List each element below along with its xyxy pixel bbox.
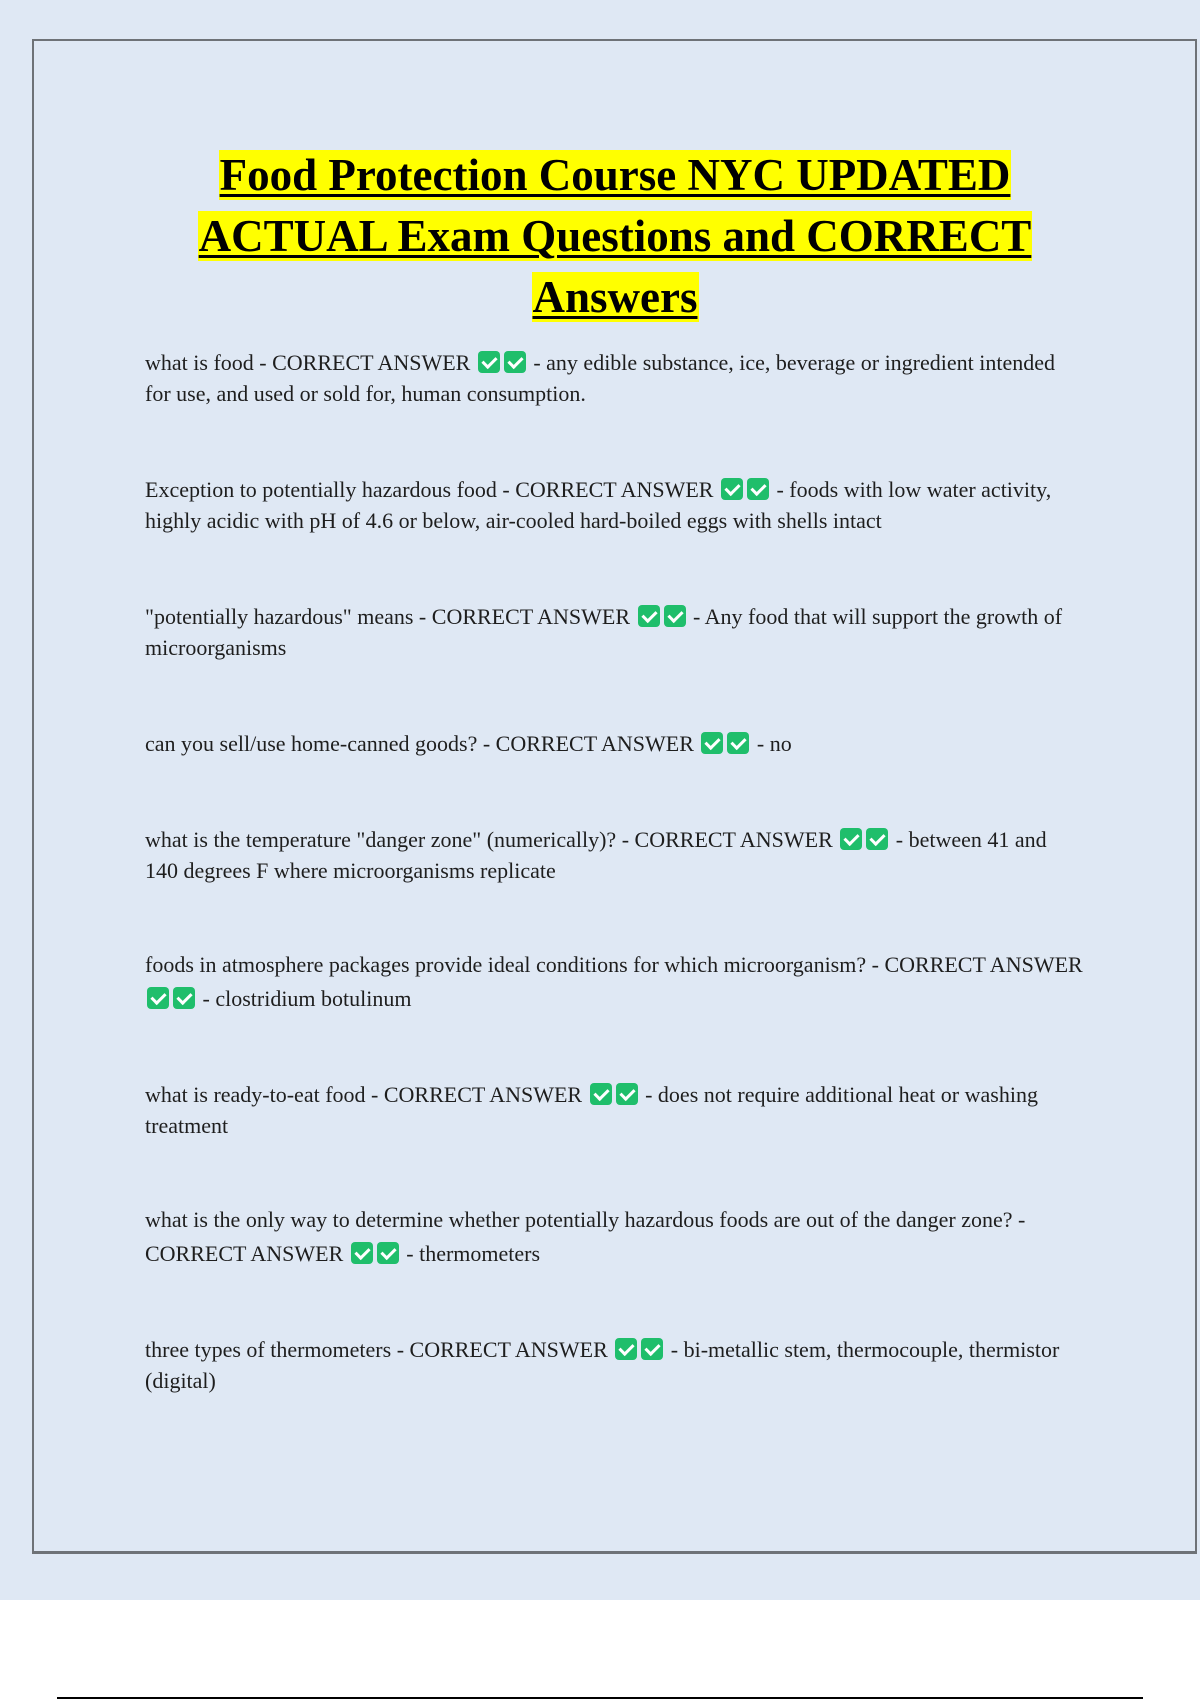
answer-text: - any edible substance, ice, beverage or ingredient intended for use, and used or sold for, human consumption. (145, 350, 1056, 406)
qa-item (145, 824, 1085, 886)
check-icon (866, 828, 888, 850)
answer-marker: CORRECT ANSWER (515, 477, 714, 502)
answer-text: - thermometers (406, 1241, 541, 1266)
answer-marker: CORRECT ANSWER (145, 1241, 344, 1266)
check-icon (701, 732, 723, 754)
answer-marker: CORRECT ANSWER (431, 604, 631, 629)
footer-divider (57, 1697, 1143, 1699)
qa-item (145, 1203, 1085, 1271)
question-text: what is food - (145, 350, 273, 375)
check-icon (638, 605, 660, 627)
answer-marker: CORRECT ANSWER (884, 952, 1083, 977)
check-icon (478, 351, 500, 373)
qa-item (145, 347, 1085, 409)
qa-item (145, 1079, 1085, 1141)
question-text: three types of thermometers - (145, 1337, 410, 1362)
question-text: what is the only way to determine whether potentially hazardous foods are out of the danger zone? - (145, 1207, 1026, 1232)
check-icon (147, 987, 169, 1009)
answer-marker: CORRECT ANSWER (495, 731, 694, 756)
check-icon (504, 351, 526, 373)
answer-text: - Any food that will support the growth of microorganisms (145, 604, 1063, 660)
check-icon (840, 828, 862, 850)
qa-item (145, 1334, 1085, 1396)
question-text: foods in atmosphere packages provide ideal conditions for which microorganism? - (145, 952, 885, 977)
answer-marker: CORRECT ANSWER (272, 350, 471, 375)
document-title-text: Food Protection Course NYC UPDATED ACTUAL Exam Questions and CORRECT Answers (198, 150, 1032, 322)
qa-item (145, 601, 1085, 663)
check-icon (664, 605, 686, 627)
check-icon (727, 732, 749, 754)
question-text: Exception to potentially hazardous food - (145, 477, 516, 502)
check-icon (173, 987, 195, 1009)
qa-item (145, 474, 1085, 536)
answer-marker: CORRECT ANSWER (409, 1337, 608, 1362)
qa-item (145, 728, 1085, 759)
check-icon (616, 1083, 638, 1105)
check-icon (615, 1338, 637, 1360)
check-icon (351, 1242, 373, 1264)
answer-text: - bi-metallic stem, thermocouple, thermistor (digital) (145, 1337, 1060, 1393)
question-text: "potentially hazardous" means - (145, 604, 432, 629)
answer-text: - clostridium botulinum (202, 986, 412, 1011)
check-icon (747, 478, 769, 500)
document-title (120, 145, 1110, 328)
answer-marker: CORRECT ANSWER (634, 827, 833, 852)
answer-text: - no (756, 731, 792, 756)
qa-item (145, 948, 1085, 1016)
answer-text: - between 41 and 140 degrees F where microorganisms replicate (145, 827, 1047, 883)
answer-text: - does not require additional heat or washing treatment (145, 1082, 1038, 1138)
check-icon (590, 1083, 612, 1105)
check-icon (377, 1242, 399, 1264)
answer-text: - foods with low water activity, highly acidic with pH of 4.6 or below, air-cooled hard-boiled eggs with shells intact (145, 477, 1052, 533)
question-text: what is the temperature "danger zone" (numerically)? - (145, 827, 635, 852)
answer-marker: CORRECT ANSWER (383, 1082, 583, 1107)
check-icon (641, 1338, 663, 1360)
check-icon (721, 478, 743, 500)
question-text: what is ready-to-eat food - (145, 1082, 384, 1107)
question-text: can you sell/use home-canned goods? - (145, 731, 496, 756)
